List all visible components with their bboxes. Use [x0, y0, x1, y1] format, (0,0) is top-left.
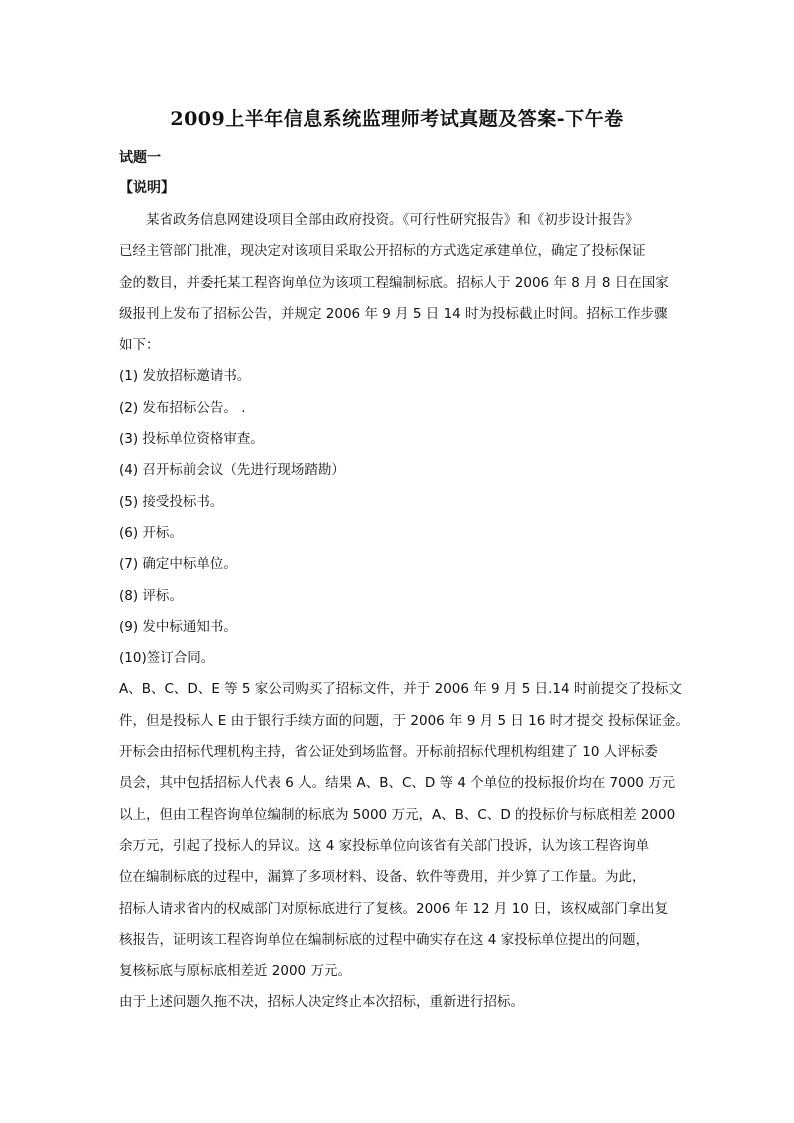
document-title: 2009上半年信息系统监理师考试真题及答案-下午卷 — [170, 108, 624, 130]
list-item: (2) 发布招标公告。 . — [119, 399, 246, 416]
paragraph-line: 核报告，证明该工程咨询单位在编制标底的过程中确实存在这 4 家投标单位提出的问题， — [119, 931, 650, 948]
list-item: (5) 接受投标书。 — [119, 493, 224, 510]
paragraph-line: 由于上述问题久拖不决，招标人决定终止本次招标，重新进行招标。 — [119, 994, 524, 1011]
list-item: (8) 评标。 — [119, 587, 183, 604]
paragraph-line: 余万元，引起了投标人的异议。这 4 家投标单位向该省有关部门投诉，认为该工程咨询单 — [119, 837, 650, 854]
list-item: (10)签订合同。 — [119, 650, 215, 667]
section-heading: 试题一 — [119, 150, 161, 166]
list-item: (6) 开标。 — [119, 524, 183, 541]
paragraph-line: 已经主管部门批准，现决定对该项目采取公开招标的方式选定承建单位，确定了投标保证 — [119, 243, 646, 260]
list-item: (9) 发中标通知书。 — [119, 618, 237, 635]
paragraph-line: 招标人请求省内的权威部门对原标底进行了复核。2006 年 12 月 10 日，该权威部门拿出复 — [119, 900, 669, 917]
paragraph-line: 级报刊上发布了招标公告，并规定 2006 年 9 月 5 日 14 时为投标截止时间。招标工作步骤 — [119, 305, 668, 322]
paragraph-line: 复核标底与原标底相差近 2000 万元。 — [119, 963, 351, 980]
list-item: (7) 确定中标单位。 — [119, 556, 237, 573]
list-item: (1) 发放招标邀请书。 — [119, 368, 251, 385]
paragraph-line: 员会，其中包括招标人代表 6 人。结果 A、B、C、D 等 4 个单位的投标报价均在 7000 万元 — [119, 775, 676, 792]
paragraph-line: 金的数目，并委托某工程咨询单位为该项工程编制标底。招标人于 2006 年 8 月 8 日在国家 — [119, 274, 669, 291]
paragraph-line: 以上，但由工程咨询单位编制的标底为 5000 万元，A、B、C、D 的投标价与标底相差 2000 — [119, 806, 676, 823]
list-item: (4) 召开标前会议（先进行现场踏勘） — [119, 462, 345, 479]
document-body — [119, 205, 689, 1019]
paragraph-line: 开标会由招标代理机构主持，省公证处到场监督。开标前招标代理机构组建了 10 人评标委 — [119, 744, 658, 761]
paragraph-line: A、B、C、D、E 等 5 家公司购买了招标文件，并于 2006 年 9 月 5 日.14 时前提交了投标文 — [119, 681, 682, 698]
paragraph-line: 某省政务信息网建设项目全部由政府投资。《可行性研究报告》和《初步设计报告》 — [146, 212, 639, 228]
list-item: (3) 投标单位资格审查。 — [119, 431, 264, 448]
subheading-explanation: 【说明】 — [119, 180, 175, 196]
paragraph-line: 件，但是投标人 E 由于银行手续方面的问题，于 2006 年 9 月 5 日 16 时才提交 投标保证金。 — [119, 712, 689, 729]
paragraph-line: 如下： — [119, 337, 160, 354]
paragraph-line: 位在编制标底的过程中，漏算了多项材料、设备、软件等费用，并少算了工作量。为此， — [119, 869, 646, 886]
